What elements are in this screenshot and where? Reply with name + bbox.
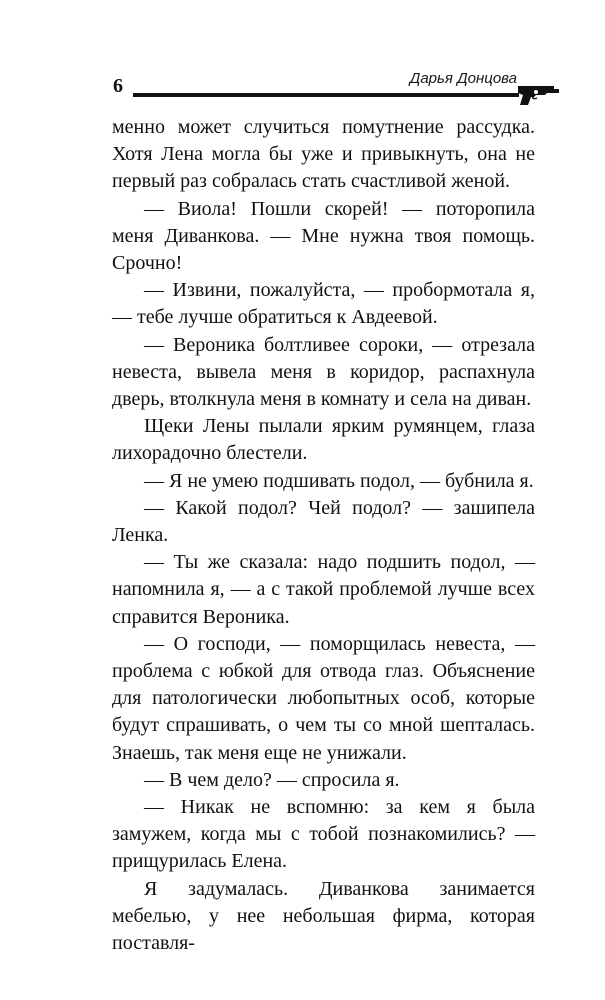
paragraph: — Виола! Пошли скорей! — поторопила меня Диванкова. — Мне нужна твоя помощь. Срочно! xyxy=(112,197,535,275)
running-header xyxy=(0,0,605,112)
paragraph: — Ты же сказала: надо подшить подол, — напомнила я, — а с такой проблемой лучше всех справится Вероника. xyxy=(112,551,535,628)
page-body xyxy=(112,114,535,957)
paragraph: Щеки Лены пылали ярким румянцем, глаза лихорадочно блестели. xyxy=(112,415,535,465)
running-head-author: Дарья Донцова xyxy=(409,70,517,87)
paragraph: менно может случиться помутнение рассудка. Хотя Лена могла бы уже и привыкнуть, она не первый раз собралась стать счастливой женой. xyxy=(112,116,535,193)
header-rule xyxy=(133,93,519,97)
paragraph: — Я не умею подшивать подол, — бубнила я. xyxy=(144,469,534,492)
paragraph: — О господи, — поморщилась невеста, — проблема с юбкой для отвода глаз. Объяснение для патологически любопытных особ, которые будут спрашивать, о чем ты со мной шепталась. Знаешь, так меня еще не унижали. xyxy=(112,632,535,764)
revolver-icon xyxy=(514,83,560,107)
paragraph: — Какой подол? Чей подол? — зашипела Ленка. xyxy=(112,496,535,547)
paragraph: — В чем дело? — спросила я. xyxy=(144,768,400,791)
paragraph: — Извини, пожалуйста, — пробормотала я, — тебе лучше обратиться к Авдеевой. xyxy=(112,279,535,329)
paragraph: — Никак не вспомню: за кем я была замужем, когда мы с тобой познакомились? — прищурилась Елена. xyxy=(112,796,535,873)
page-number: 6 xyxy=(113,75,123,97)
paragraph: Я задумалась. Диванкова занимается мебелью, у нее небольшая фирма, которая поставля- xyxy=(112,877,535,955)
paragraph: — Вероника болтливее сороки, — отрезала невеста, вывела меня в коридор, распахнула дверь, втолкнула меня в комнату и села на диван. xyxy=(112,333,535,411)
